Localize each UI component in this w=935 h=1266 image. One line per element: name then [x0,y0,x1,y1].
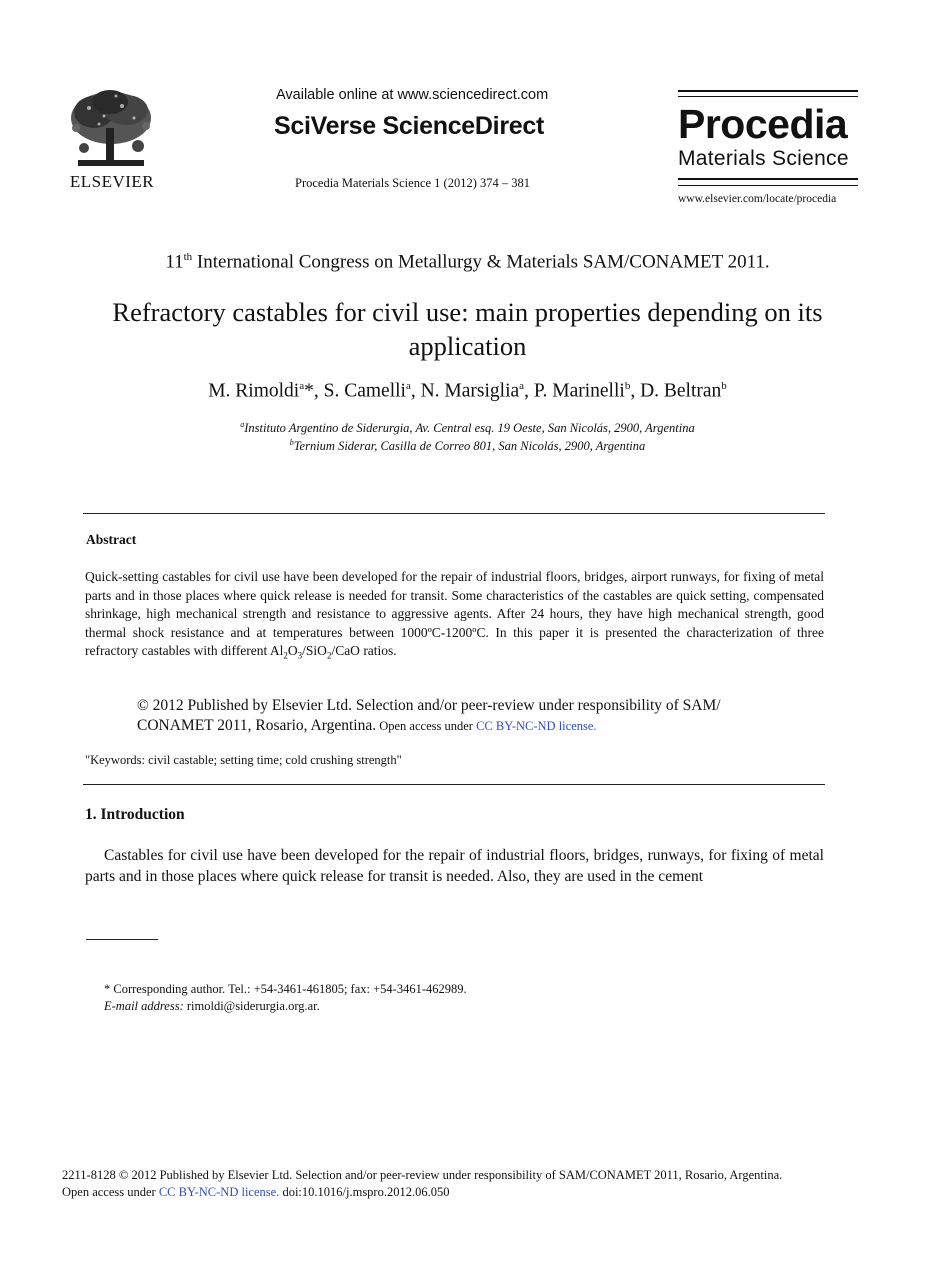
procedia-url[interactable]: www.elsevier.com/locate/procedia [678,193,837,205]
corresponding-author-note: * Corresponding author. Tel.: +54-3461-461805; fax: +54-3461-462989. [104,982,467,996]
author-separator: , [410,380,421,402]
keywords: "Keywords: civil castable; setting time; cold crushing strength" [85,753,402,767]
author-affil-mark: a [405,380,411,392]
available-online-text: Available online at www.sciencedirect.com [276,87,549,103]
open-access-label: Open access under [376,719,477,733]
affiliation-text: Instituto Argentino de Siderurgia, Av. Central esq. 19 Oeste, San Nicolás, 2900, Argentina [244,421,695,436]
copyright-statement [137,696,797,736]
formula-cao: /CaO [331,643,360,658]
author-affil-mark: a [299,380,305,392]
sciverse-sciencedirect-brand: SciVerse ScienceDirect [274,112,544,140]
procedia-rule-top [678,90,858,92]
affiliation-a [0,420,935,436]
abstract-top-rule [83,513,825,514]
license-link[interactable]: CC BY-NC-ND license. [476,719,597,733]
author-separator: , [524,380,534,402]
copyright-main: © 2012 Published by Elsevier Ltd. Selection and/or peer-review under responsibility of SAM/ CONAMET 2011, Rosario, Argentina. [137,697,721,734]
author-affil-mark: b [721,380,727,392]
formula-sub: 2 [283,650,288,661]
abstract-text [85,568,824,665]
author-name: D. Beltran [640,380,722,402]
footer-license-doi [62,1185,449,1200]
author-name: M. Rimoldi [208,380,300,402]
footer-license-link[interactable]: CC BY-NC-ND license. [158,1185,280,1199]
elsevier-wordmark: ELSEVIER [69,172,155,191]
journal-reference: Procedia Materials Science 1 (2012) 374 – 381 [295,176,531,190]
abstract-text-end: ratios. [359,643,397,658]
abstract-heading: Abstract [86,532,137,547]
email-note [104,999,320,1014]
procedia-rule-top-thin [678,96,858,97]
formula-al: Al [269,643,284,658]
affiliation-b [0,438,935,454]
footer-open-access: Open access under [62,1185,159,1199]
affiliation-text: Ternium Siderar, Casilla de Correo 801, San Nicolás, 2900, Argentina [293,439,646,454]
procedia-rule-bottom [678,178,858,180]
author-affil-mark: b [624,380,631,392]
paper-title: Refractory castables for civil use: main properties depending on its application [112,297,823,361]
congress-name: International Congress on Metallurgy & Materials SAM/CONAMET 2011. [192,251,770,273]
formula-sub: 2 [326,650,332,661]
footer-doi[interactable]: doi:10.1016/j.mspro.2012.06.050 [279,1185,450,1199]
email-label: E-mail address: [104,999,184,1013]
author-name: N. Marsiglia [420,380,520,402]
author-name: S. Camelli [323,380,406,402]
formula-sio: /SiO [302,643,327,658]
procedia-subtitle: Materials Science [678,147,849,170]
email-address[interactable]: rimoldi@siderurgia.org.ar. [183,999,320,1013]
ratio-formula [269,643,360,661]
affiliation-mark: a [240,420,245,429]
congress-line [0,251,935,273]
affiliation-mark: b [289,438,294,447]
formula-sub: 3 [297,650,303,661]
procedia-rule-bottom-thin [678,185,858,186]
introduction-text: Castables for civil use have been developed for the repair of industrial floors, bridges, runways, for fixing of metal parts and in those places where quick release for transit is needed. Also, they are used in the cement [85,847,824,885]
author-separator: *, [304,380,324,402]
author-affil-mark: a [519,380,525,392]
author-list [0,380,935,403]
formula-o: O [287,643,298,658]
author-name: P. Marinelli [533,380,625,402]
procedia-title: Procedia [678,101,848,147]
footer-copyright: 2211-8128 © 2012 Published by Elsevier Ltd. Selection and/or peer-review under responsibility of SAM/CONAMET 2011, Rosario, Argentina. [62,1168,783,1182]
footnote-rule [86,939,158,940]
author-separator: , [630,380,641,402]
congress-number: 11 [165,251,184,273]
section-heading-introduction: 1. Introduction [85,806,185,823]
abstract-bottom-rule [83,784,825,785]
abstract-text-main: Quick-setting castables for civil use have been developed for the repair of industrial floors, bridges, airport runways, for fixing of metal parts and in those places where quick release is needed for transit. Some characteristics of the castables are quick setting, compensated shrinkage, high mechanical strength and resistance to aggressive agents. After 24 hours, they have high mechanical strength, good thermal shock resistance and at temperatures between 1000ºC-1200ºC. In this paper it is presented the characterization of three refractory castables with different [85,569,824,658]
congress-ordinal: th [183,251,193,263]
